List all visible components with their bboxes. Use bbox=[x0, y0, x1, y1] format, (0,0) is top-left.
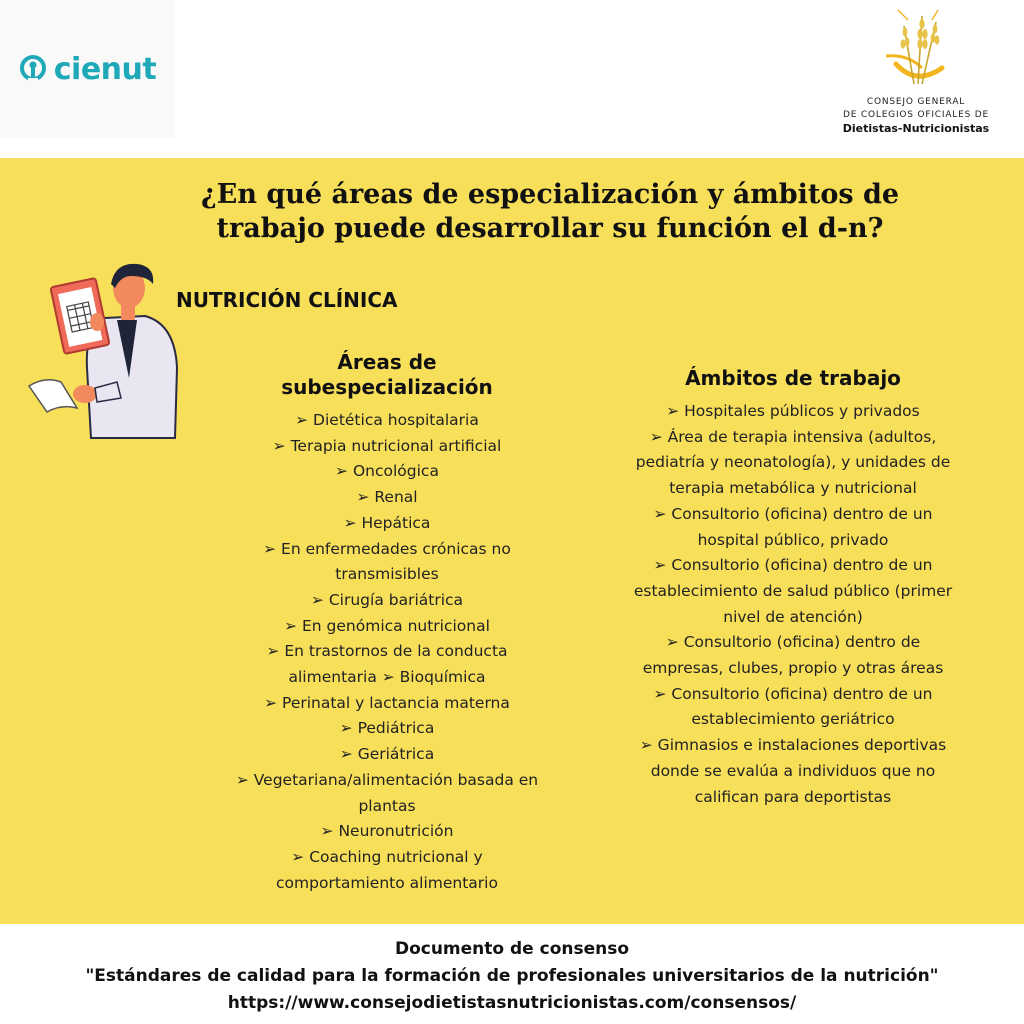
list-item: hospital público, privado bbox=[697, 530, 889, 549]
list-item: ➢ Gimnasios e instalaciones deportivas bbox=[639, 736, 947, 755]
list-item: ➢ Hepática bbox=[343, 513, 431, 532]
list-item: nivel de atención) bbox=[723, 607, 863, 626]
list-item: ➢ Pediátrica bbox=[339, 719, 435, 738]
cienut-logo-icon bbox=[18, 54, 48, 84]
footer-document-title: "Estándares de calidad para la formación de profesionales universitarios de la nutrición" bbox=[85, 966, 939, 986]
consejo-line-3: Dietistas-Nutricionistas bbox=[842, 122, 990, 135]
footer-document-type: Documento de consenso bbox=[394, 939, 630, 959]
list-item: ➢ Coaching nutricional y bbox=[291, 847, 483, 866]
doctor-with-clipboard-icon bbox=[25, 258, 185, 443]
list-item: ➢ Consultorio (oficina) dentro de bbox=[665, 633, 921, 652]
list-item: ➢ Neuronutrición bbox=[320, 822, 454, 841]
list-item: pediatría y neonatología), y unidades de bbox=[635, 453, 951, 472]
list-item: ➢ Oncológica bbox=[335, 462, 439, 481]
list-item: ➢ Área de terapia intensiva (adultos, bbox=[649, 427, 937, 446]
list-item: ➢ En enfermedades crónicas no bbox=[263, 539, 511, 558]
page-title-line-2: trabajo puede desarrollar su función el d-n? bbox=[216, 213, 884, 244]
header bbox=[0, 0, 1024, 158]
page-title-line-1: ¿En qué áreas de especialización y ámbitos de bbox=[200, 179, 900, 210]
list-item: donde se evalúa a individuos que no bbox=[650, 761, 936, 780]
list-item: ➢ Dietética hospitalaria bbox=[295, 411, 479, 429]
list-item: comportamiento alimentario bbox=[276, 873, 498, 892]
consejo-line-1: CONSEJO GENERAL bbox=[866, 97, 966, 107]
page-title bbox=[130, 178, 970, 246]
list-item: ➢ Hospitales públicos y privados bbox=[666, 402, 920, 420]
list-item: transmisibles bbox=[335, 565, 439, 584]
areas-heading bbox=[247, 350, 527, 400]
ambitos-heading: Ámbitos de trabajo bbox=[685, 366, 901, 390]
cienut-logo bbox=[0, 0, 174, 138]
footer-url-link[interactable]: https://www.consejodietistasnutricionistas.com/consensos/ bbox=[227, 993, 797, 1013]
list-item: ➢ Perinatal y lactancia materna bbox=[264, 693, 510, 712]
areas-column bbox=[212, 350, 562, 896]
list-item: establecimiento de salud público (primer bbox=[633, 581, 953, 600]
list-item: ➢ Renal bbox=[356, 488, 418, 507]
list-item: establecimiento geriátrico bbox=[691, 710, 895, 729]
list-item: ➢ Cirugía bariátrica bbox=[310, 590, 464, 609]
list-item: ➢ En genómica nutricional bbox=[284, 616, 490, 635]
list-item: ➢ Terapia nutricional artificial bbox=[272, 436, 502, 455]
content-panel bbox=[0, 158, 1024, 924]
list-item: terapia metabólica y nutricional bbox=[669, 479, 917, 498]
list-item: ➢ Vegetariana/alimentación basada en bbox=[235, 770, 539, 789]
list-item: ➢ Geriátrica bbox=[339, 745, 435, 764]
consejo-logo bbox=[826, 4, 1006, 154]
list-item: ➢ Consultorio (oficina) dentro de un bbox=[653, 556, 933, 575]
list-item: alimentaria ➢ Bioquímica bbox=[288, 668, 486, 687]
list-item: ➢ Consultorio (oficina) dentro de un bbox=[653, 684, 933, 703]
list-item: califican para deportistas bbox=[694, 787, 892, 806]
list-item: ➢ Consultorio (oficina) dentro de un bbox=[653, 504, 933, 523]
footer bbox=[0, 924, 1024, 1024]
section-heading: NUTRICIÓN CLÍNICA bbox=[176, 288, 398, 312]
consejo-line-2: DE COLEGIOS OFICIALES DE bbox=[843, 110, 989, 120]
cienut-logo-text: cienut bbox=[53, 51, 157, 87]
areas-heading-line-2: subespecialización bbox=[281, 375, 493, 399]
areas-heading-line-1: Áreas de bbox=[337, 350, 437, 374]
list-item: ➢ En trastornos de la conducta bbox=[266, 642, 508, 661]
list-item: plantas bbox=[358, 796, 416, 815]
ambitos-column bbox=[608, 366, 978, 810]
list-item: empresas, clubes, propio y otras áreas bbox=[642, 659, 944, 678]
wheat-emblem-icon bbox=[878, 4, 954, 96]
